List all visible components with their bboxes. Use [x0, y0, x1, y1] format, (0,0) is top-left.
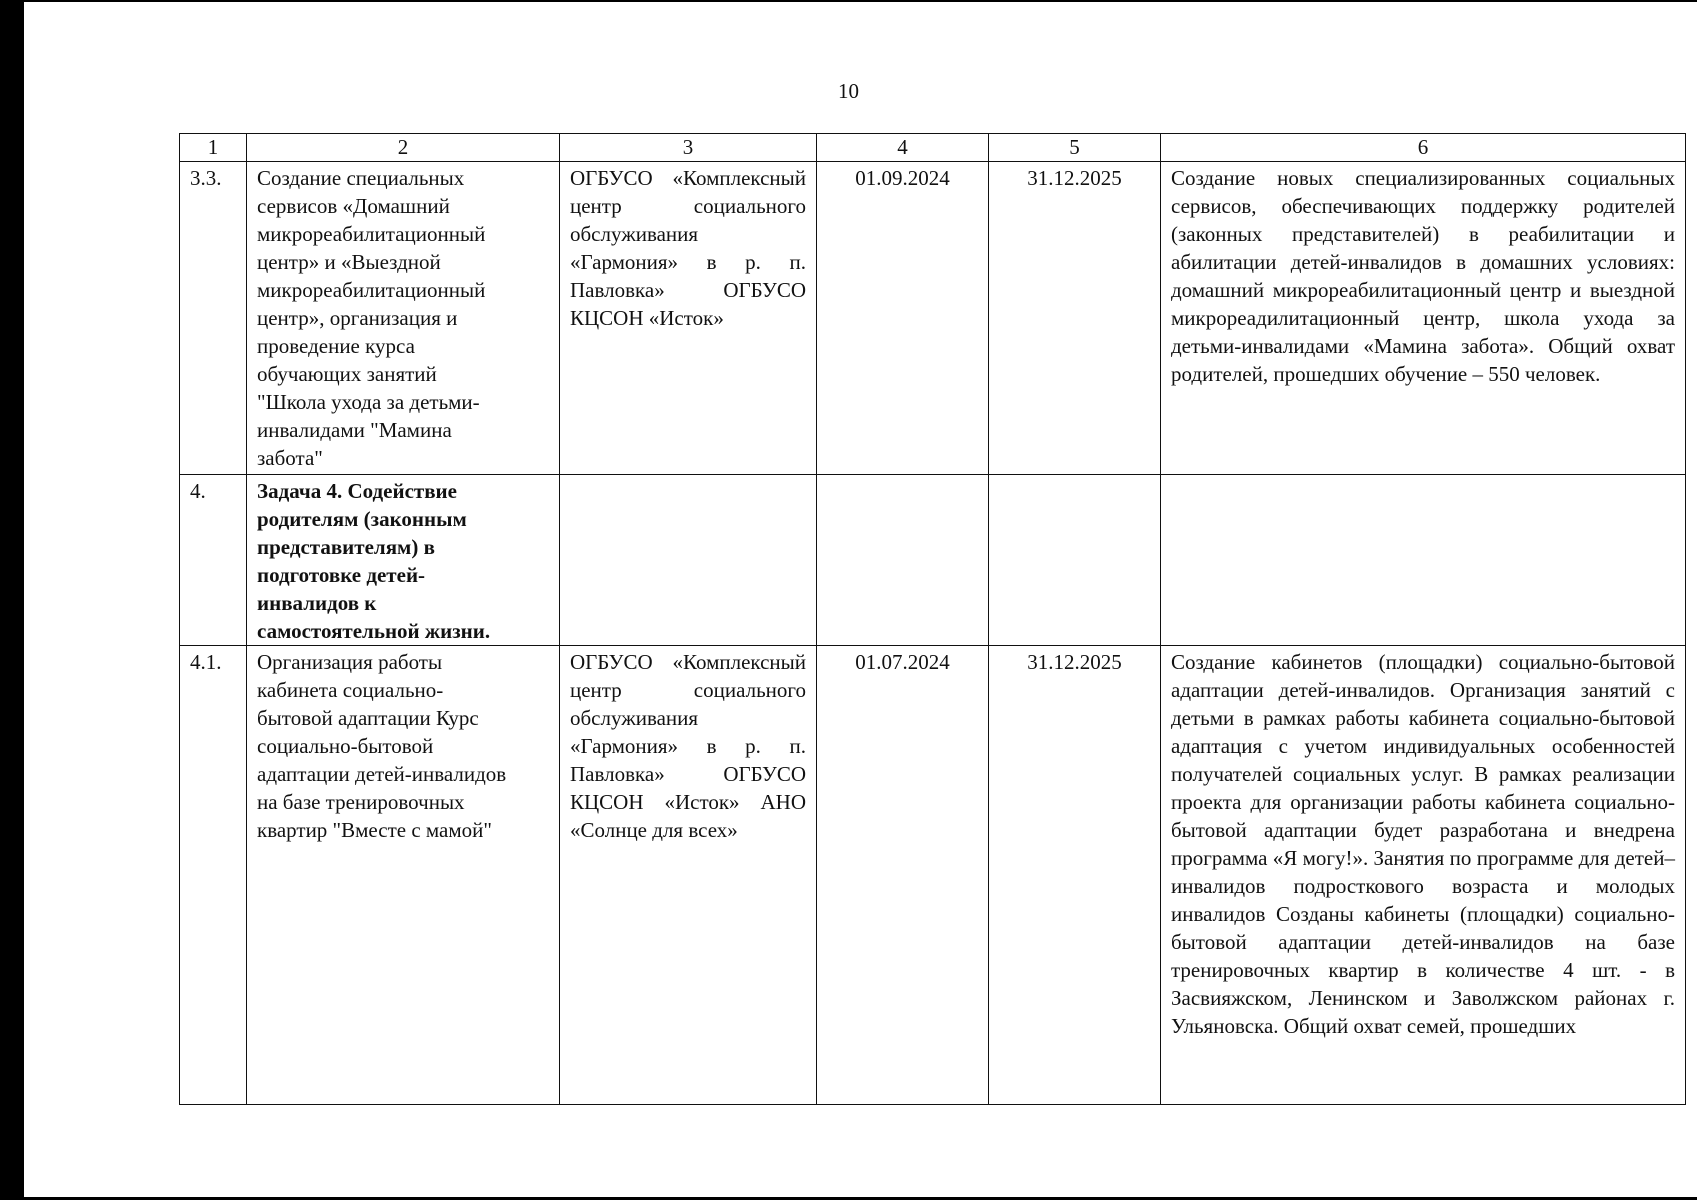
end-date: 31.12.2025 — [989, 646, 1161, 1105]
plan-table — [179, 133, 1686, 1105]
executor: ОГБУСО «Комплексный центр социального обслуживания «Гармония» в р. п. Павловка» ОГБУСО КЦСОН «Исток» — [560, 162, 817, 475]
event-name: Создание специальных сервисов «Домашний микрореабилитационный центр» и «Выездной микрореабилитационный центр», организация и проведение курса обучающих занятий "Школа ухода за детьми- инвалидами "Мамина забота" — [247, 162, 560, 475]
event-name: Организация работы кабинета социально- бытовой адаптации Курс социально-бытовой адаптации детей-инвалидов на базе тренировочных квартир "Вместе с мамой" — [247, 646, 560, 1105]
column-header: 2 — [247, 134, 560, 162]
end-date — [989, 475, 1161, 646]
start-date — [817, 475, 989, 646]
table-row — [180, 646, 1686, 1105]
column-header: 6 — [1161, 134, 1686, 162]
page-number: 10 — [838, 79, 859, 103]
start-date: 01.09.2024 — [817, 162, 989, 475]
row-number: 4. — [180, 475, 247, 646]
scan-top-border — [0, 0, 1697, 2]
expected-result: Создание новых специализированных социальных сервисов, обеспечивающих поддержку родителей (законных представителей) в реабилитации и абилитации детей-инвалидов в домашних условиях: домашний микрореабилитационный центр и выездной микрореадилитационный центр, школа ухода за детьми-инвалидами «Мамина забота». Общий охват родителей, прошедших обучение – 550 человек. — [1161, 162, 1686, 475]
expected-result: Создание кабинетов (площадки) социально-бытовой адаптации детей-инвалидов. Организация занятий с детьми в рамках работы кабинета социально-бытовой адаптация с учетом индивидуальных особенностей получателей социальных услуг. В рамках реализации проекта для организации работы кабинета социально-бытовой адаптации будет разработана и внедрена программа «Я могу!». Занятия по программе для детей–инвалидов подросткового возраста и молодых инвалидов Созданы кабинеты (площадки) социально-бытовой адаптации детей-инвалидов на базе тренировочных квартир в количестве 4 шт. - в Засвияжском, Ленинском и Заволжском районах г. Ульяновска. Общий охват семей, прошедших — [1161, 646, 1686, 1105]
column-header: 4 — [817, 134, 989, 162]
scan-left-border — [0, 0, 24, 1200]
task-heading: Задача 4. Содействие родителям (законным представителям) в подготовке детей- инвалидов к самостоятельной жизни. — [247, 475, 560, 646]
column-header: 3 — [560, 134, 817, 162]
column-header: 1 — [180, 134, 247, 162]
row-number: 4.1. — [180, 646, 247, 1105]
executor — [560, 475, 817, 646]
start-date: 01.07.2024 — [817, 646, 989, 1105]
table-row — [180, 475, 1686, 646]
table-row — [180, 162, 1686, 475]
expected-result — [1161, 475, 1686, 646]
end-date: 31.12.2025 — [989, 162, 1161, 475]
row-number: 3.3. — [180, 162, 247, 475]
column-header: 5 — [989, 134, 1161, 162]
table-header-row — [180, 134, 1686, 162]
executor: ОГБУСО «Комплексный центр социального обслуживания «Гармония» в р. п. Павловка» ОГБУСО КЦСОН «Исток» АНО «Солнце для всех» — [560, 646, 817, 1105]
